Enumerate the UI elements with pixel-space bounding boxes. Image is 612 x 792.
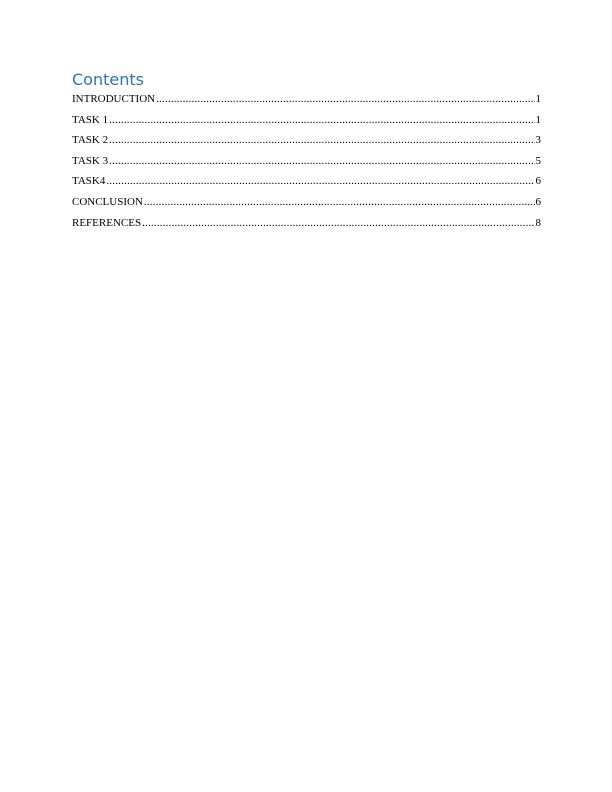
toc-entry-title: TASK4 — [72, 175, 106, 188]
toc-entry-page: 3 — [535, 134, 541, 147]
toc-entry-title: INTRODUCTION — [72, 93, 156, 105]
toc-entry-title: TASK 3 — [72, 154, 109, 167]
toc-entry-introduction[interactable] — [72, 92, 541, 113]
toc-entry-task-1[interactable] — [72, 113, 541, 134]
toc-entry-title: TASK 2 — [72, 134, 109, 147]
toc-entry-page: 6 — [535, 175, 541, 188]
toc-entry-task-4[interactable] — [72, 174, 541, 195]
toc-dot-leader — [109, 113, 534, 127]
toc-dot-leader — [144, 195, 535, 209]
toc-dot-leader — [109, 133, 534, 147]
toc-entry-references[interactable] — [72, 216, 541, 237]
toc-dot-leader — [109, 154, 534, 168]
toc-entry-title: TASK 1 — [72, 113, 109, 126]
toc-entry-page: 6 — [535, 195, 541, 208]
toc-entry-page: 1 — [535, 113, 541, 126]
toc-entry-conclusion[interactable] — [72, 195, 541, 216]
toc-entry-page: 5 — [535, 154, 541, 167]
toc-entry-task-2[interactable] — [72, 133, 541, 154]
table-of-contents — [72, 69, 541, 236]
toc-entry-page: 8 — [535, 216, 541, 229]
toc-entry-title: REFERENCES — [72, 216, 142, 229]
toc-dot-leader — [156, 92, 534, 106]
toc-list — [72, 92, 541, 236]
toc-entry-title: CONCLUSION — [72, 195, 143, 208]
toc-dot-leader — [106, 174, 534, 188]
toc-dot-leader — [142, 216, 534, 230]
toc-entry-task-3[interactable] — [72, 154, 541, 175]
toc-heading: Contents — [72, 70, 144, 89]
toc-entry-page: 1 — [535, 93, 541, 105]
